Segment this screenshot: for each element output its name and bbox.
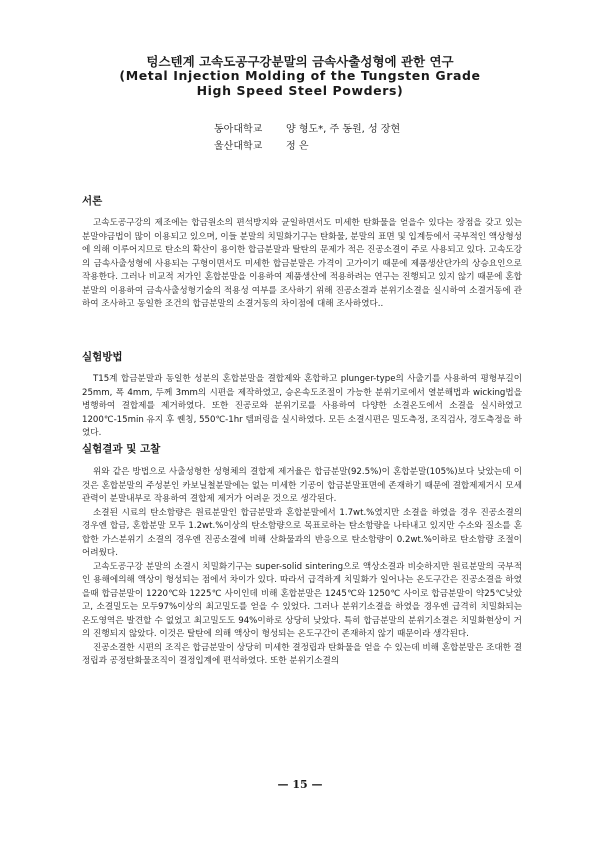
author-row [214,138,400,155]
author-block [214,121,400,155]
paragraph: 진공소결한 시편의 조직은 합금분말이 상당히 미세한 결정립과 탄화물을 얻을 수 있는데 비해 혼합분말은 조대한 결정립과 공정탄화물조직이 결정입계에 편석하였다. 또한 분위기소결의 [82,642,522,666]
author-row [214,121,400,138]
affiliation: 동아대학교 [214,124,263,135]
section-results [82,441,522,669]
paragraph: 소결된 시료의 탄소함량은 원료분말인 합금분말과 혼합분말에서 1.7wt.%였지만 소결을 하였을 경우 진공소결의 경우엔 합금, 혼합분말 모두 1.2wt.%이상의 탄소함량으로 목표로하는 탄소함량을 나타내고 있지만 수소와 질소를 혼합한 가스분위기 소결의 경우엔 진공소결에 비해 산화물과의 반응으로 탄소함량이 0.2wt.%이하로 탄소함량 조절이 어려웠다. [82,507,522,558]
title-english-line-1: (Metal Injection Molding of the Tungsten Grade [119,68,481,83]
paragraph: 고속도공구강 분말의 소결시 치밀화기구는 super-solid sintering으로 액상소결과 비슷하지만 원료분말의 국부적인 용해에의해 액상이 형성되는 점에서 차이가 있다. 따라서 급격하게 치밀화가 일어나는 온도구간은 진공소결을 하였을때 합금분말이 1220℃와 1225℃ 사이인데 비해 혼합분말은 1245℃와 1250℃ 사이로 합금분말이 약25℃낮았고, 소결밀도는 모두97%이상의 최고밀도를 얻을 수 있었다. 그러나 분위기소결을 하였을 경우엔 급격히 치밀화되는 온도영역은 발견할 수 없었고 최고밀도도 94%이하로 상당히 낮았다. 특히 합금분말의 분위기소결은 치밀화현상이 거의 진행되지 않았다. 이것은 탈탄에 의해 액상이 형성되는 온도구간이 존재하지 않기 때문이라 생각된다. [82,561,522,639]
paragraph: 고속도공구강의 제조에는 합금원소의 편석방지와 균일하면서도 미세한 탄화물을 얻을수 있다는 장점을 갖고 있는 분말야금법이 많이 이용되고 있으며, 이들 분말의 치밀화기구는 탄화물, 분말의 표면 및 입계등에서 국부적인 액상형성에 의해 이루어지므로 탄소의 확산이 용이한 합금분말과 탈탄의 문제가 적은 진공소결이 주로 사용되고 있다. 고속도강의 금속사출성형에 사용되는 구형이면서도 미세한 합금분말은 가격이 고가이기 때문에 제품생산단가의 상승요인으로 작용한다. 그러나 비교적 저가인 혼합분말을 이용하여 제품생산에 적용하려는 연구는 진행되고 있지 않기 때문에 혼합분말의 이용하여 금속사출성형기술의 적용성 여부를 조사하기 위해 진공소결과 분위기소결을 실시하여 소결거동에 관하여 조사하고 동일한 조건의 합금분말의 소결거동의 차이점에 대해 조사하였다.. [82,218,522,309]
paragraph: T15계 합금분말과 동일한 성분의 혼합분말을 결합제와 혼합하고 plunger-type의 사출기를 사용하여 평형부길이 25mm, 폭 4mm, 두께 3mm의 시편을 제작하였고, 승온속도조절이 가능한 분위기로에서 열분해법과 wicking법을 병행하여 결합제를 제거하였다. 또한 진공로와 분위기로를 사용하여 다양한 소결온도에서 소결을 실시하였고 1200℃-15min 유지 후 퀜칭, 550℃-1hr 템퍼링을 실시하였다. 모든 소결시편은 밀도측정, 조직검사, 경도측정을 하였다. [82,374,522,438]
title-korean: 텅스텐계 고속도공구강분말의 금속사출성형에 관한 연구 [146,54,454,69]
title-english-line-2: High Speed Steel Powders) [196,83,404,98]
section-heading: 실험결과 및 고찰 [82,443,161,455]
page-number: — 15 — [277,778,323,791]
affiliation: 울산대학교 [214,141,263,152]
author-names: 정 은 [286,141,309,152]
section-introduction [82,193,522,312]
section-method [82,349,522,441]
section-heading: 서론 [82,195,103,207]
section-heading: 실험방법 [82,351,123,363]
author-names: 양 형도*, 주 동원, 성 장현 [286,124,401,135]
paragraph: 위와 같은 방법으로 사출성형한 성형체의 결합제 제거율은 합금분말(92.5%)이 혼합분말(105%)보다 낮았는데 이것은 혼합분말의 주성분인 카보닐철분말에는 없는 미세한 기공이 합금분말표면에 존재하기 때문에 결합제제거시 모세관력이 분말내부로 작용하여 결합제 제거가 어려운 것으로 생각된다. [82,467,522,504]
